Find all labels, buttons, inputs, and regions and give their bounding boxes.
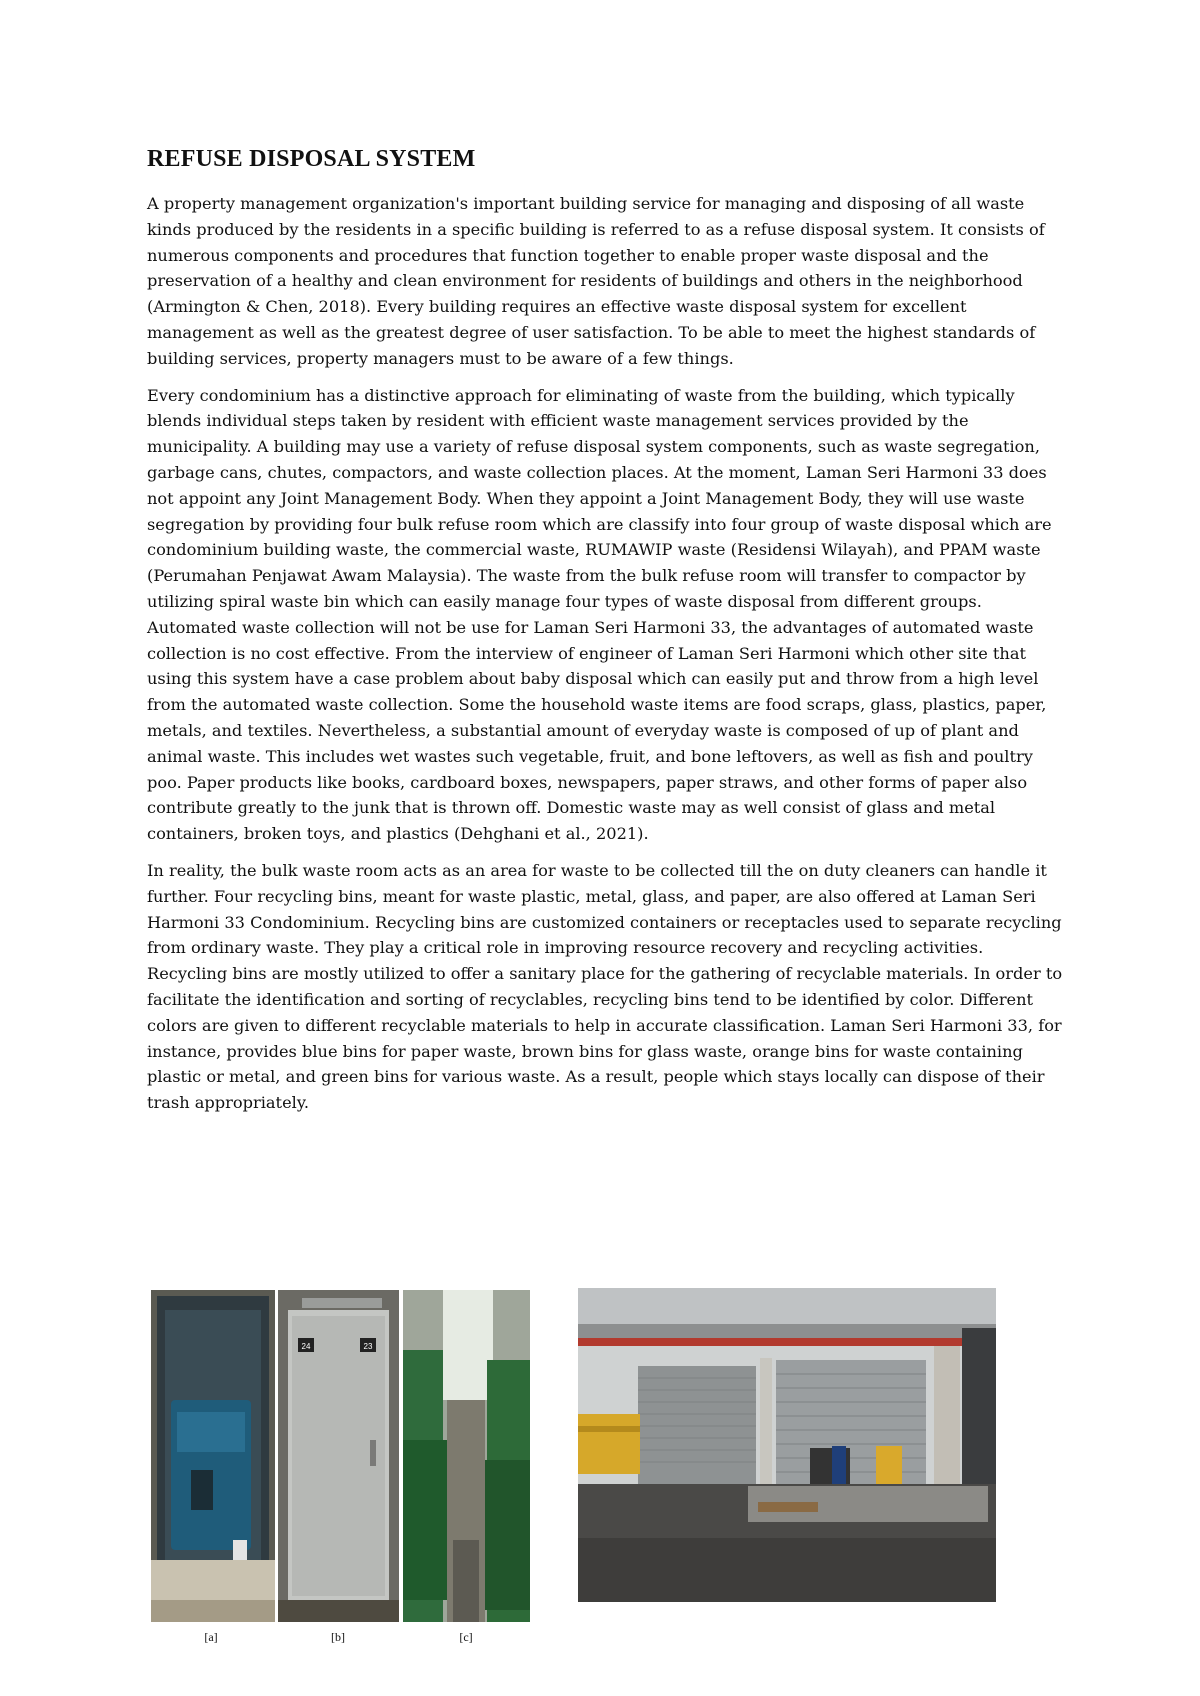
photo-c-green-bins [403,1290,530,1622]
caption-a: [a] [204,1630,218,1644]
door-label-right: 23 [363,1342,373,1351]
photo-a-compactor [151,1290,275,1622]
door-label-left: 24 [301,1342,311,1351]
paragraph-3: In reality, the bulk waste room acts as an area for waste to be collected till the on duty cleaners can handle it further. Four recycling bins, meant for waste plastic, metal, glass, and paper, are also offered at Laman Seri Harmoni 33 Condominium. Recycling bins are customized containers or receptacles used to separate recycling from ordinary waste. They play a critical role in improving resource recovery and recycling activities. Recycling bins are mostly utilized to offer a sanitary place for the gathering of recyclable materials. In order to facilitate the identification and sorting of recyclables, recycling bins tend to be identified by color. Different colors are given to different recyclable materials to help in accurate classification. Laman Seri Harmoni 33, for instance, provides blue bins for paper waste, brown bins for glass waste, orange bins for waste containing plastic or metal, and green bins for various waste. As a result, people which stays locally can dispose of their trash appropriately. [147,860,1063,1113]
paragraph-1: A property management organization's important building service for managing and disposing of all waste kinds produced by the residents in a specific building is referred to as a refuse disposal system. It consists of numerous components and procedures that function together to enable proper waste disposal and the preservation of a healthy and clean environment for residents of buildings and others in the neighborhood (Armington & Chen, 2018). Every building requires an effective waste disposal system for excellent management as well as the greatest degree of user satisfaction. To be able to meet the highest standards of building services, property managers must to be aware of a few things. [147,194,1045,368]
photo-refuse-room-exterior [578,1288,996,1602]
text-body [147,146,1067,1127]
caption-c: [c] [459,1630,473,1644]
caption-b: [b] [331,1630,345,1644]
paragraph-2: Every condominium has a distinctive approach for eliminating of waste from the building, which typically blends individual steps taken by resident with efficient waste management services provided by the municipality. A building may use a variety of refuse disposal system components, such as waste segregation, garbage cans, chutes, compactors, and waste collection places. At the moment, Laman Seri Harmoni 33 does not appoint any Joint Management Body. When they appoint a Joint Management Body, they will use waste segregation by providing four bulk refuse room which are classify into four group of waste disposal which are condominium building waste, the commercial waste, RUMAWIP waste (Residensi Wilayah), and PPAM waste (Perumahan Penjawat Awam Malaysia). The waste from the bulk refuse room will transfer to compactor by utilizing spiral waste bin which can easily manage four types of waste disposal from different groups. Automated waste collection will not be use for Laman Seri Harmoni 33, the advantages of automated waste collection is no cost effective. From the interview of engineer of Laman Seri Harmoni which other site that using this system have a case problem about baby disposal which can easily put and throw from a high level from the automated waste collection. Some the household waste items are food scraps, glass, plastics, paper, metals, and textiles. Nevertheless, a substantial amount of everyday waste is composed of up of plant and animal waste. This includes wet wastes such vegetable, fruit, and bone leftovers, as well as fish and poultry poo. Paper products like books, cardboard boxes, newspapers, paper straws, and other forms of paper also contribute greatly to the junk that is thrown off. Domestic waste may as well consist of glass and metal containers, broken toys, and plastics (Dehghani et al., 2021). [147,385,1052,844]
photo-b-refuse-door [278,1290,399,1622]
page-title: REFUSE DISPOSAL SYSTEM [147,146,476,172]
